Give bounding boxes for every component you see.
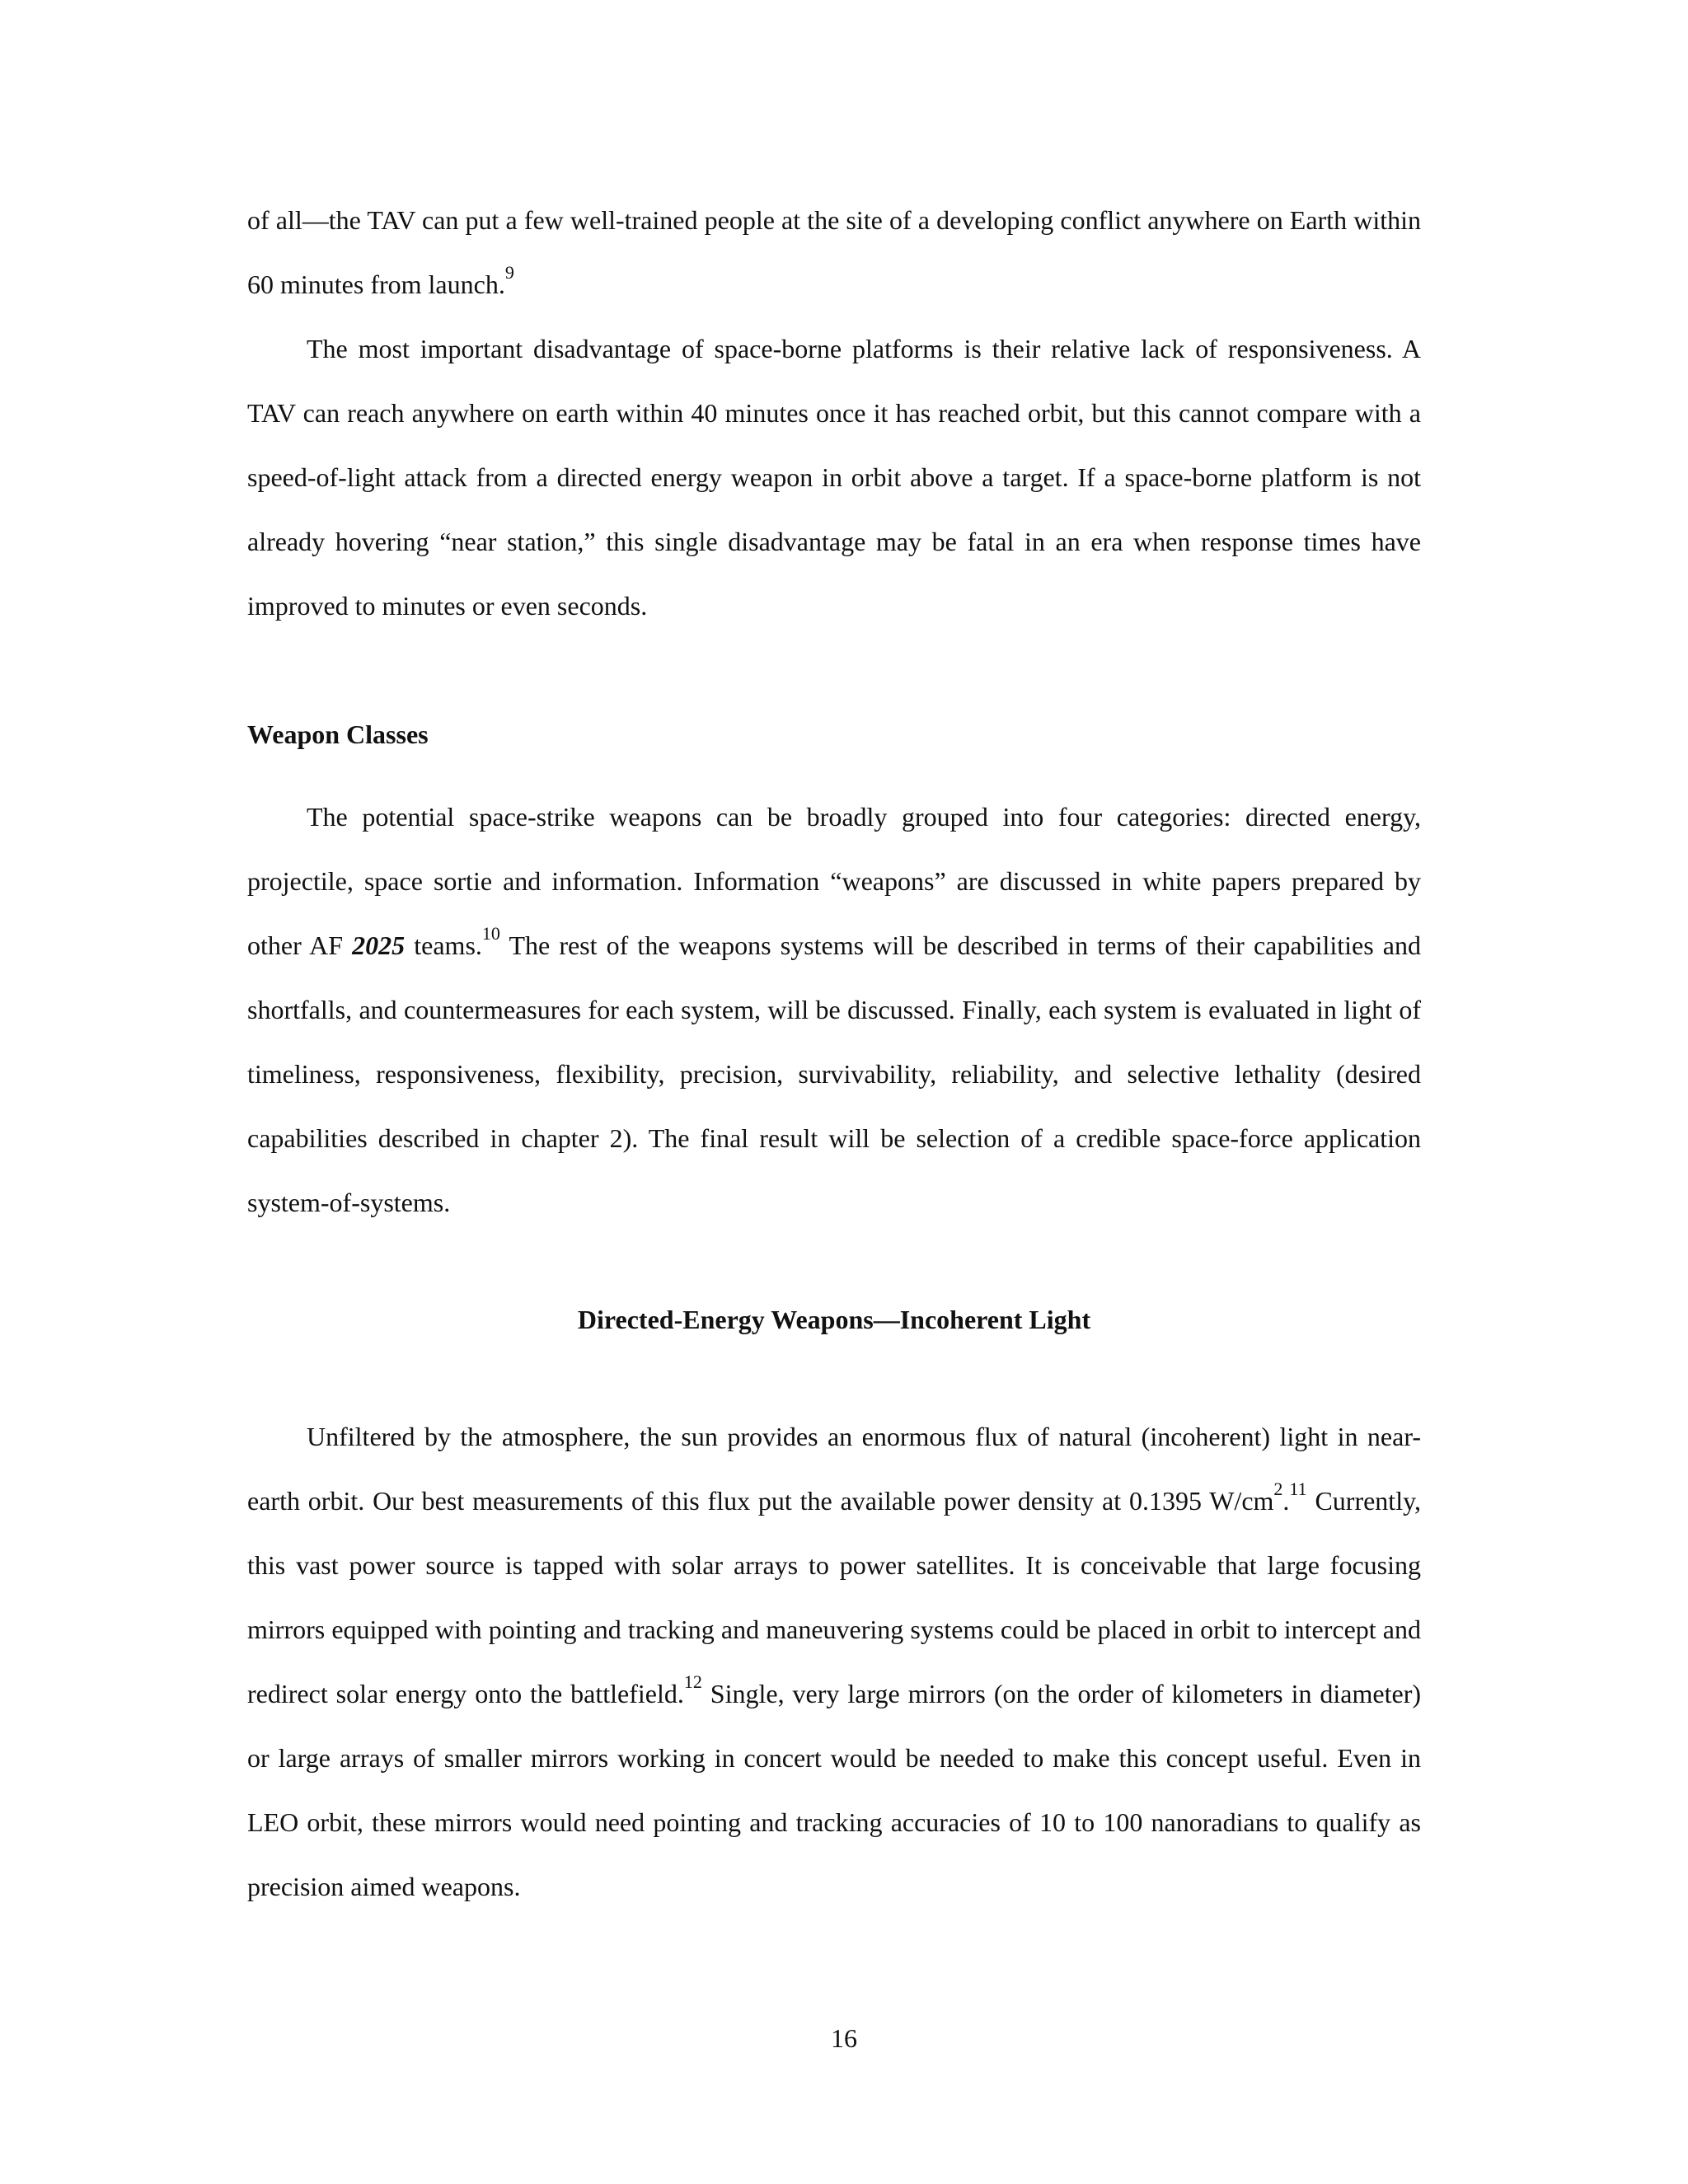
footnote-ref-11: 11 — [1289, 1479, 1307, 1500]
document-page — [247, 188, 1421, 1919]
section-heading-weapon-classes: Weapon Classes — [247, 719, 429, 749]
paragraph-weapon-classes: The potential space-strike weapons can be broadly grouped into four categories: directed energy, projectile, space sortie and information. Information “weapons” are discussed in white papers prepared by other AF 2025 teams.$^{10}$ The rest of the weapons systems will be described in terms of their capabilities and shortfalls, and countermeasures for each system, will be discussed. Finally, each system is evaluated in light of timeliness, responsiveness, flexibility, precision, survivability, reliability, and selective lethality (desired capabilities described in chapter 2). The final result will be selection of a credible space-force application system-of-systems. — [247, 802, 1422, 1217]
footnote-ref-12: 12 — [683, 1671, 702, 1693]
footnote-ref-10: 10 — [481, 923, 500, 944]
paragraph-tav-continuation: of all—the TAV can put a few well-trained people at the site of a developing conflict anywhere on Earth within 60 minutes from launch.$^9$ — [247, 205, 1421, 299]
af-2025-emphasis: 2025 — [352, 930, 406, 960]
paragraph-incoherent-light: Unfiltered by the atmosphere, the sun provides an enormous flux of natural (incoherent) light in near-earth orbit. Our best measurements of this flux put the available power density at 0.1395 $W/cm^2.^{11}$ Currently, this vast power source is tapped with solar arrays to power satellites. It is conceivable that large focusing mirrors equipped with pointing and tracking and maneuvering systems could be placed in orbit to intercept and redirect solar energy onto the battlefield.$^{12}$ Single, very large mirrors (on the order of kilometers in diameter) or large arrays of smaller mirrors working in concert would be needed to make this concept useful. Even in LEO orbit, these mirrors would need pointing and tracking accuracies of 10 to 100 nanoradians to qualify as precision aimed weapons. — [247, 1422, 1422, 1901]
footnote-ref-9: 9 — [504, 262, 514, 284]
page-number: 16 — [831, 2023, 857, 2053]
exponent-cm2: 2 — [1273, 1479, 1283, 1500]
paragraph-responsiveness: The most important disadvantage of space-borne platforms is their relative lack of responsiveness. A TAV can reach anywhere on earth within 40 minutes once it has reached orbit, but this cannot compare with a speed-of-light attack from a directed energy weapon in orbit above a target. If a space-borne platform is not already hovering “near station,” this single disadvantage may be fatal in an era when response times have improved to minutes or even seconds. — [247, 334, 1421, 621]
section-heading-directed-energy: Directed-Energy Weapons—Incoherent Light — [577, 1305, 1091, 1334]
